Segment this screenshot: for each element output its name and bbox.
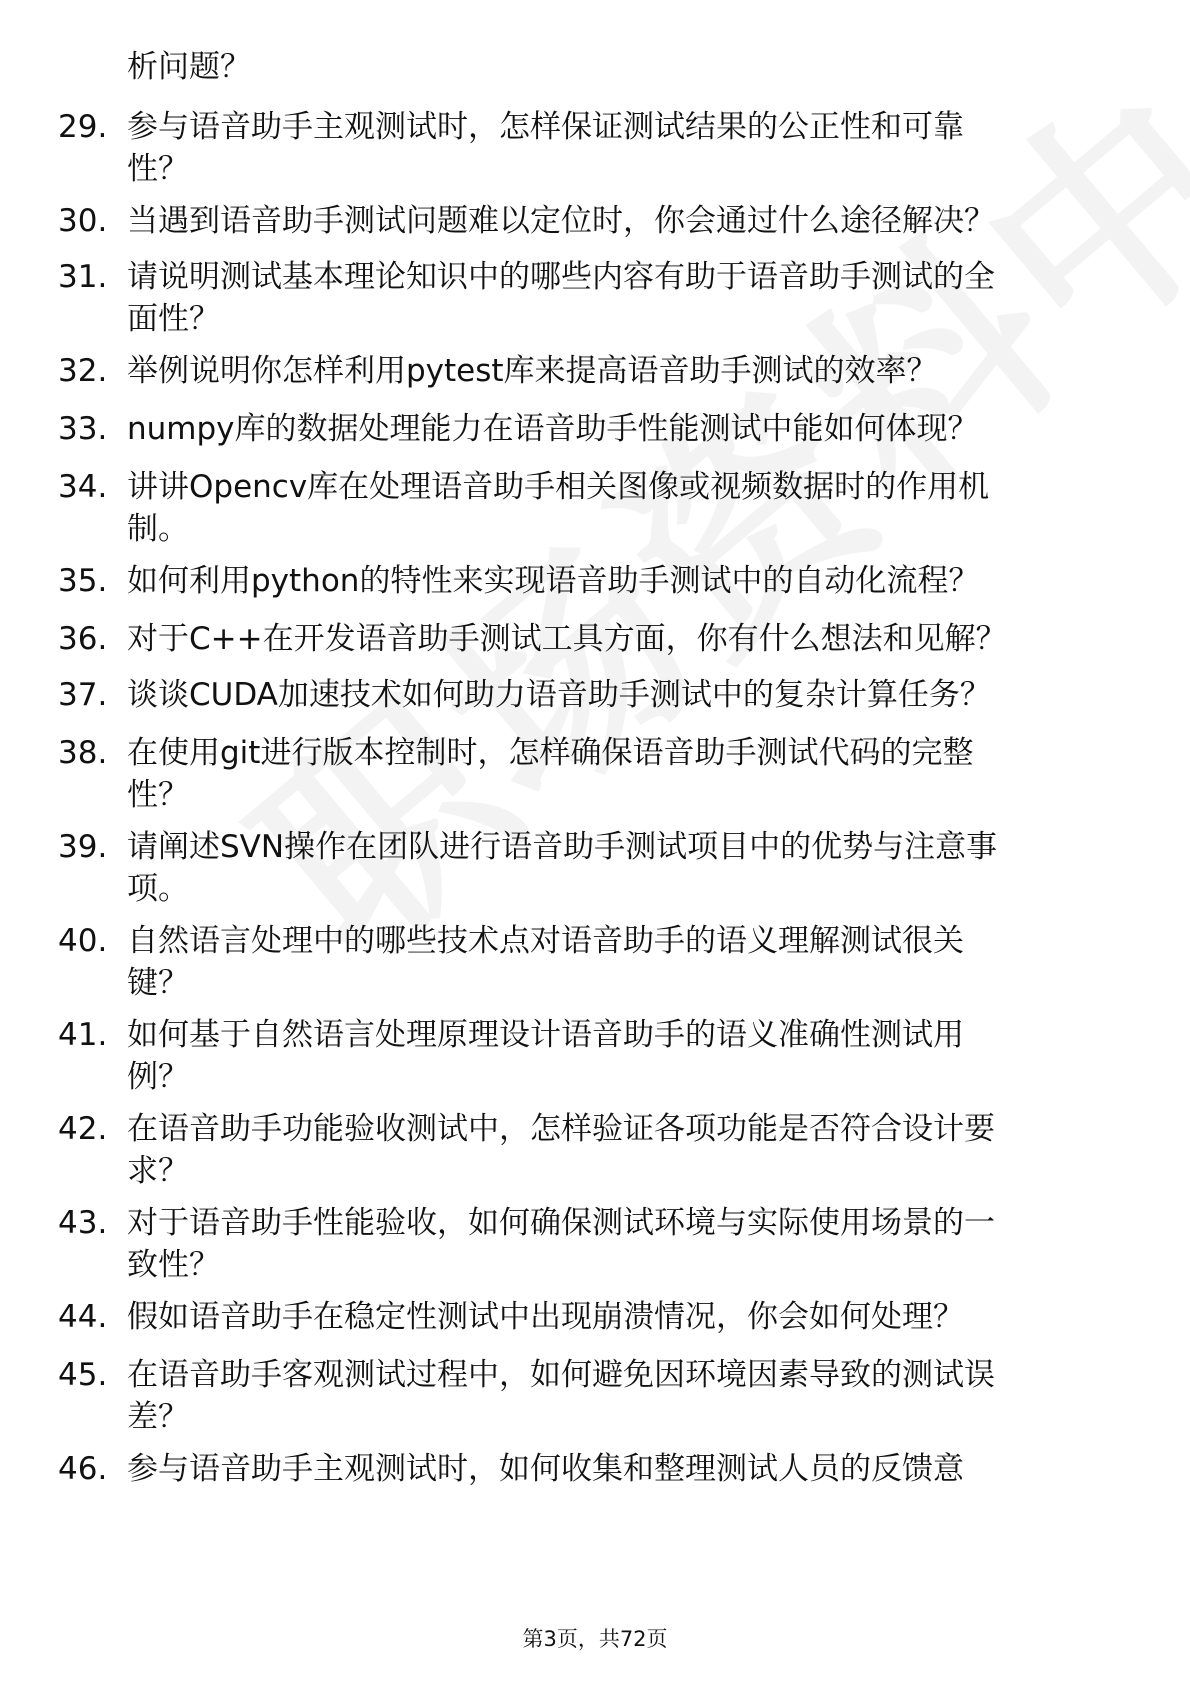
item-text-line: 求？ xyxy=(127,1153,189,1189)
item-number: 37. xyxy=(58,677,108,713)
item-number: 40. xyxy=(58,923,108,959)
item-text-line: 请阐述SVN操作在团队进行语音助手测试项目中的优势与注意事 xyxy=(127,829,998,865)
item-number: 30. xyxy=(58,203,108,239)
item-number: 43. xyxy=(58,1205,108,1241)
item-text-line: 对于C++在开发语音助手测试工具方面，你有什么想法和见解？ xyxy=(127,621,1007,657)
item-text-line: 如何利用python的特性来实现语音助手测试中的自动化流程？ xyxy=(127,563,980,599)
item-text-line: 假如语音助手在稳定性测试中出现崩溃情况，你会如何处理？ xyxy=(127,1299,964,1335)
item-number: 33. xyxy=(58,411,108,447)
item-text-line: 键？ xyxy=(127,965,189,1001)
item-number: 34. xyxy=(58,469,108,505)
item-text-line: 对于语音助手性能验收，如何确保测试环境与实际使用场景的一 xyxy=(127,1205,995,1241)
item-text-line: 例？ xyxy=(127,1059,189,1095)
item-number: 42. xyxy=(58,1111,108,1147)
page-footer: 第3页，共72页 xyxy=(522,1627,668,1651)
item-number: 39. xyxy=(58,829,108,865)
item-text-line: 请说明测试基本理论知识中的哪些内容有助于语音助手测试的全 xyxy=(127,259,995,295)
item-number: 46. xyxy=(58,1451,108,1487)
item-number: 38. xyxy=(58,735,108,771)
item-number: 31. xyxy=(58,259,108,295)
item-number: 36. xyxy=(58,621,108,657)
item-text-line: 面性？ xyxy=(127,301,220,337)
item-text-line: 当遇到语音助手测试问题难以定位时，你会通过什么途径解决？ xyxy=(127,203,995,239)
item-text-line: 参与语音助手主观测试时，如何收集和整理测试人员的反馈意 xyxy=(127,1451,964,1487)
item-text-line: 致性？ xyxy=(127,1247,220,1283)
item-text-line: 性？ xyxy=(127,777,189,813)
item-text-line: 谈谈CUDA加速技术如何助力语音助手测试中的复杂计算任务？ xyxy=(127,677,991,713)
item-text-line: numpy库的数据处理能力在语音助手性能测试中能如何体现？ xyxy=(127,411,979,447)
item-text-line: 参与语音助手主观测试时，怎样保证测试结果的公正性和可靠 xyxy=(127,109,964,145)
item-number: 41. xyxy=(58,1017,108,1053)
item-text-line: 项。 xyxy=(127,871,189,907)
item-text-line: 在语音助手功能验收测试中，怎样验证各项功能是否符合设计要 xyxy=(127,1111,995,1147)
item-text-line: 析问题？ xyxy=(127,49,251,85)
item-number: 29. xyxy=(58,109,108,145)
item-number: 35. xyxy=(58,563,108,599)
item-text-line: 讲讲Opencv库在处理语音助手相关图像或视频数据时的作用机 xyxy=(127,469,990,505)
item-text-line: 如何基于自然语言处理原理设计语音助手的语义准确性测试用 xyxy=(127,1017,964,1053)
item-text-line: 举例说明你怎样利用pytest库来提高语音助手测试的效率？ xyxy=(127,353,938,389)
item-text-line: 制。 xyxy=(127,511,189,547)
item-text-line: 在语音助手客观测试过程中，如何避免因环境因素导致的测试误 xyxy=(127,1357,995,1393)
item-text-line: 性？ xyxy=(127,151,189,187)
item-text-line: 自然语言处理中的哪些技术点对语音助手的语义理解测试很关 xyxy=(127,923,964,959)
item-number: 44. xyxy=(58,1299,108,1335)
item-text-line: 差？ xyxy=(127,1399,189,1435)
item-number: 45. xyxy=(58,1357,108,1393)
item-number: 32. xyxy=(58,353,108,389)
item-text-line: 在使用git进行版本控制时，怎样确保语音助手测试代码的完整 xyxy=(127,735,974,771)
